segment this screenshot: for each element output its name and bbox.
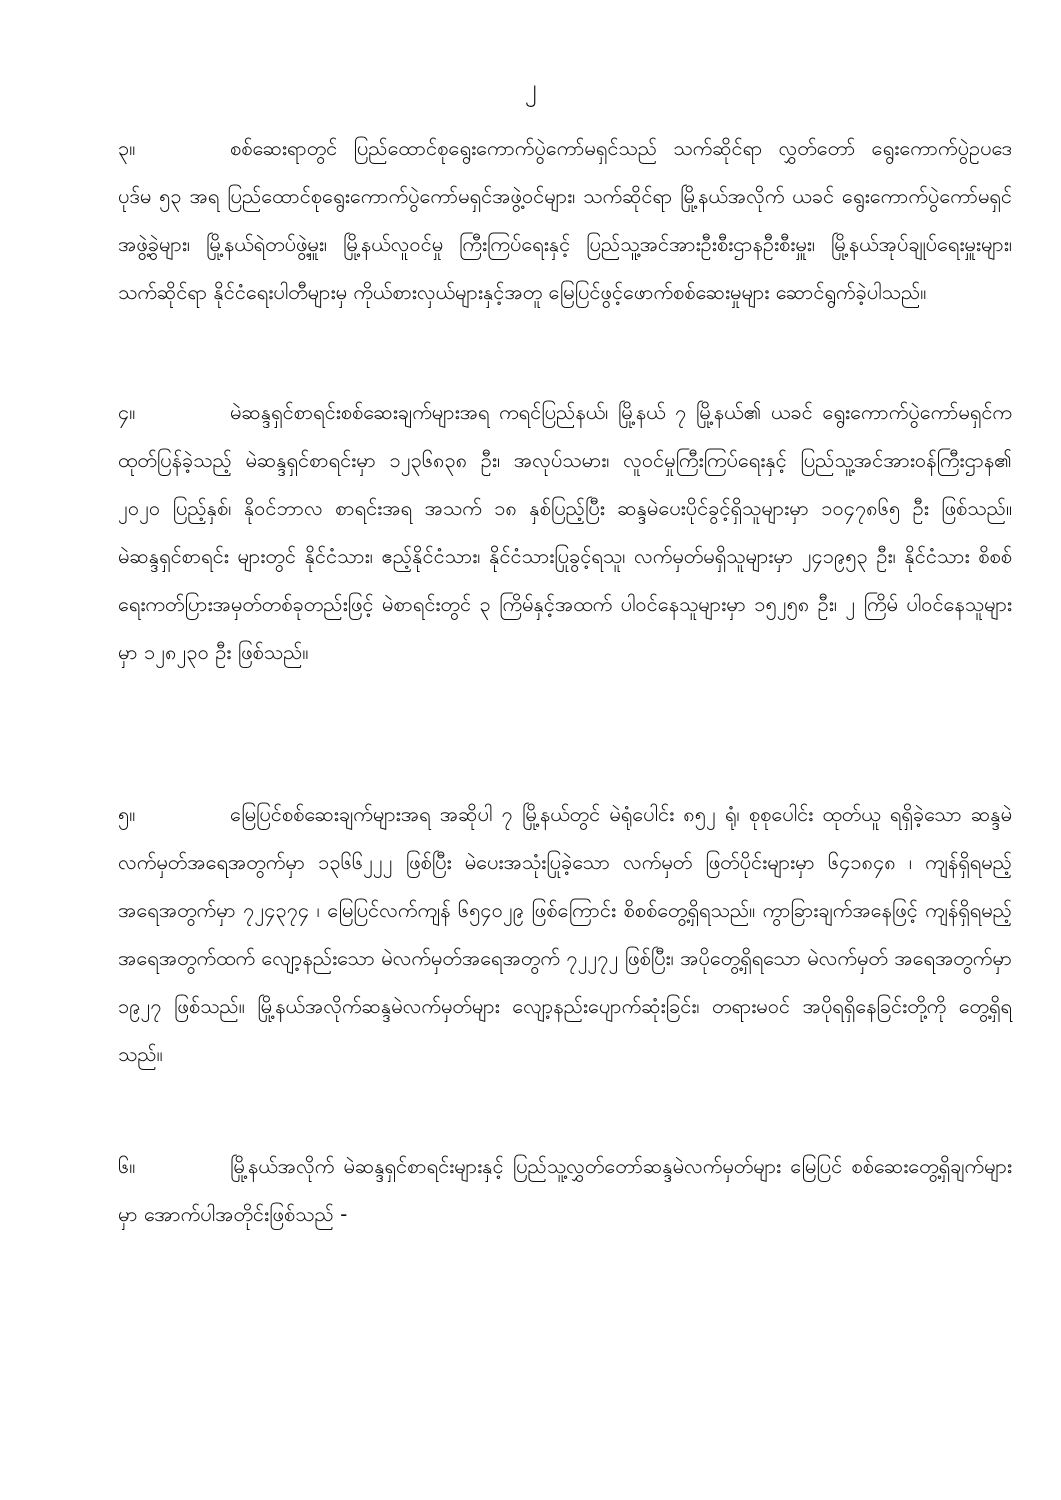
paragraph-text: စစ်ဆေးရာတွင် ပြည်ထောင်စုရွေးကောက်ပွဲကော်မရှင်သည် သက်ဆိုင်ရာ လွှတ်တော် ရွေးကောက်ပွဲဥပဒေ ပုဒ်မ ၅၃ အရ ပြည်ထောင်စုရွေးကောက်ပွဲကော်မရှင်အဖွဲ့ဝင်များ၊ သက်ဆိုင်ရာ မြို့နယ်အလိုက် ယခင် ရွေးကောက်ပွဲကော်မရှင်အဖွဲ့ခွဲများ၊ မြို့နယ်ရဲတပ်ဖွဲ့မှူး၊ မြို့နယ်လူဝင်မှု ကြီးကြပ်ရေးနှင့် ပြည်သူ့အင်အားဦးစီးဌာနဦးစီးမှူး၊ မြို့နယ်အုပ်ချုပ်ရေးမှူးများ၊ သက်ဆိုင်ရာ နိုင်ငံရေးပါတီများမှ ကိုယ်စားလှယ်များနှင့်အတူ မြေပြင်ဖွင့်ဖောက်စစ်ဆေးမှုများ ဆောင်ရွက်ခဲ့ပါသည်။ <box>118 136 1012 304</box>
paragraph-text: မြို့နယ်အလိုက် မဲဆန္ဒရှင်စာရင်းများနှင့် ပြည်သူ့လွှတ်တော်ဆန္ဒမဲလက်မှတ်များ မြေပြင် စစ်ဆေးတွေ့ရှိချက်များမှာ အောက်ပါအတိုင်းဖြစ်သည် - <box>118 1154 1012 1226</box>
paragraph-6 <box>118 1142 1012 1238</box>
page-number: ၂ <box>524 74 537 102</box>
paragraph-number: ၄။ <box>118 400 136 424</box>
paragraph-text: မြေပြင်စစ်ဆေးချက်များအရ အဆိုပါ ၇ မြို့နယ်တွင် မဲရုံပေါင်း ၈၅၂ ရုံ၊ စုစုပေါင်း ထုတ်ယူ ရရှိခဲ့သော ဆန္ဒမဲလက်မှတ်အရေအတွက်မှာ ၁၃၆၆၂၂၂ ဖြစ်ပြီး မဲပေးအသုံးပြုခဲ့သော လက်မှတ် ဖြတ်ပိုင်းများမှာ ၆၄၁၈၄၈ ၊ ကျန်ရှိရမည့်အရေအတွက်မှာ ၇၂၄၃၇၄ ၊ မြေပြင်လက်ကျန် ၆၅၄၀၂၉ ဖြစ်ကြောင်း စိစစ်တွေ့ရှိရသည်။ ကွာခြားချက်အနေဖြင့် ကျန်ရှိရမည့်အရေအတွက်ထက် လျော့နည်းသော မဲလက်မှတ်အရေအတွက် ၇၂၂၇၂ ဖြစ်ပြီး၊ အပိုတွေ့ရှိရသော မဲလက်မှတ် အရေအတွက်မှာ ၁၉၂၇ ဖြစ်သည်။ မြို့နယ်အလိုက်ဆန္ဒမဲလက်မှတ်များ လျော့နည်းပျောက်ဆုံးခြင်း၊ တရားမဝင် အပိုရရှိနေခြင်းတို့ကို တွေ့ရှိရသည်။ <box>118 802 1012 1066</box>
paragraph-3 <box>118 124 1012 316</box>
paragraph-number: ၅။ <box>118 802 136 826</box>
paragraph-number: ၆။ <box>118 1154 136 1178</box>
paragraph-text: မဲဆန္ဒရှင်စာရင်းစစ်ဆေးချက်များအရ ကရင်ပြည်နယ်၊ မြို့နယ် ၇ မြို့နယ်၏ ယခင် ရွေးကောက်ပွဲကော်မရှင်က ထုတ်ပြန်ခဲ့သည့် မဲဆန္ဒရှင်စာရင်းမှာ ၁၂၃၆၈၃၈ ဦး၊ အလုပ်သမား၊ လူဝင်မှုကြီးကြပ်ရေးနှင့် ပြည်သူ့အင်အားဝန်ကြီးဌာန၏ ၂၀၂၀ ပြည့်နှစ်၊ နိုဝင်ဘာလ စာရင်းအရ အသက် ၁၈ နှစ်ပြည့်ပြီး ဆန္ဒမဲပေးပိုင်ခွင့်ရှိသူများမှာ ၁၀၄၇၈၆၅ ဦး ဖြစ်သည်။ မဲဆန္ဒရှင်စာရင်း များတွင် နိုင်ငံသား၊ ဧည့်နိုင်ငံသား၊ နိုင်ငံသားပြုခွင့်ရသူ၊ လက်မှတ်မရှိသူများမှာ ၂၄၁၉၅၃ ဦး၊ နိုင်ငံသား စိစစ်ရေးကတ်ပြားအမှတ်တစ်ခုတည်းဖြင့် မဲစာရင်းတွင် ၃ ကြိမ်နှင့်အထက် ပါဝင်နေသူများမှာ ၁၅၂၅၈ ဦး၊ ၂ ကြိမ် ပါဝင်နေသူများမှာ ၁၂၈၂၃၀ ဦး ဖြစ်သည်။ <box>118 400 1012 664</box>
paragraph-number: ၃။ <box>118 136 136 160</box>
paragraph-5 <box>118 790 1012 1078</box>
paragraph-4 <box>118 388 1012 676</box>
